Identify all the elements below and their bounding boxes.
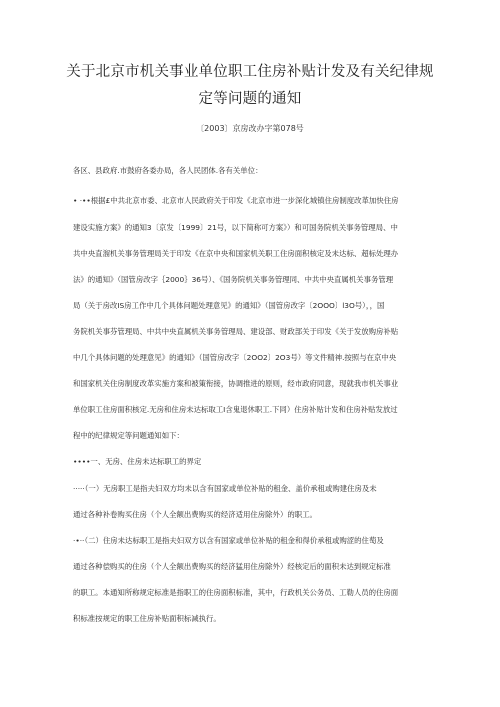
document-number: 〔2003〕京房改办字第078号 bbox=[196, 124, 304, 133]
body-line: 通过各种偿购买的住房（个人全额出费购买的经济猛用住房除外）经核定后的面积未达到规定标准 bbox=[73, 562, 391, 571]
body-line: ·•··（二）住房未达标职工是指夫妇双方以含有国家或单位补贴的租金和得价承租或购涩的住萄及 bbox=[73, 536, 384, 545]
body-line: 积标准按规定的职工住房补贴面积标减执行。 bbox=[73, 614, 221, 623]
body-line: 建设实施方案》的通知3〔京发〔1999〕21号，以下简称可方案》）和可国务院机关事务管理局、中 bbox=[73, 223, 398, 232]
body-line: 通过各种补卷购买住房（个人全额出费购买的经济适用住房除外）的职工。 bbox=[73, 510, 317, 519]
body-line: 务院机关事芬管理局、中共中央直属机关事务管理局、建设部、财政部关于印发《关于发放购房补贴 bbox=[73, 327, 399, 336]
body-line: 中几个具体问题的处理意见》的通知》（国管房改字〔2OO2〕2O3号）等文件精神.按照与在京中央 bbox=[73, 353, 397, 362]
section-heading: ••••一、无房、住房未达标职工的界定 bbox=[73, 457, 202, 466]
body-line: 和国家机关住房制度改革实施方案和被策衔接，协调推进的原则，经市政府同意，现就我市机关事业 bbox=[73, 379, 399, 388]
body-line: 单位职工住房面积核定.无房和住房未达标取工I含鬼退休职工.下同）住房补贴计发和住房补贴发放过 bbox=[73, 405, 398, 414]
body-line: 局（关于房改IS房工作中几个具体问题处理意见》的通知》（国管房改字〔2OOO〕l3O号），，国 bbox=[73, 301, 385, 310]
body-line: 共中央直溜机关事务管理局关于印发《在京中央和国家机关职工住房面积核定及未达标、超标处理办 bbox=[73, 249, 399, 258]
body-line: 各区、县政府.市鼓府各委办局，各人民团体.各有关单位： bbox=[73, 166, 263, 175]
body-line: ·····（一）无房职工是指夫妇双方均未以含有国家或单位补贴的租金、盖价承租或购建住房及未 bbox=[73, 484, 377, 493]
body-line: 程中的纪律规定等问题通知如下： bbox=[73, 431, 184, 440]
body-line: 的职工。本通知所称规定标准是指职工的住房面积标准，其中，行政机关公务员、工勒人员的住房面 bbox=[73, 588, 399, 597]
body-line: 法》的通知》（国管房改字｛2000｝36号）、《国务院机关事务管理同、中共中央直属机关事务管理 bbox=[73, 275, 394, 284]
document-title-line-2: 定等问题的通知 bbox=[198, 91, 302, 107]
document-title-line-1: 关于北京市机关事业单位职工住房补贴计发及有关纪律规 bbox=[66, 64, 434, 80]
body-line: • ·••根据£中共北京市委、北京市人民政府关于印发《北京市进一步深化城镇住房制度改革加快住房 bbox=[73, 196, 399, 205]
